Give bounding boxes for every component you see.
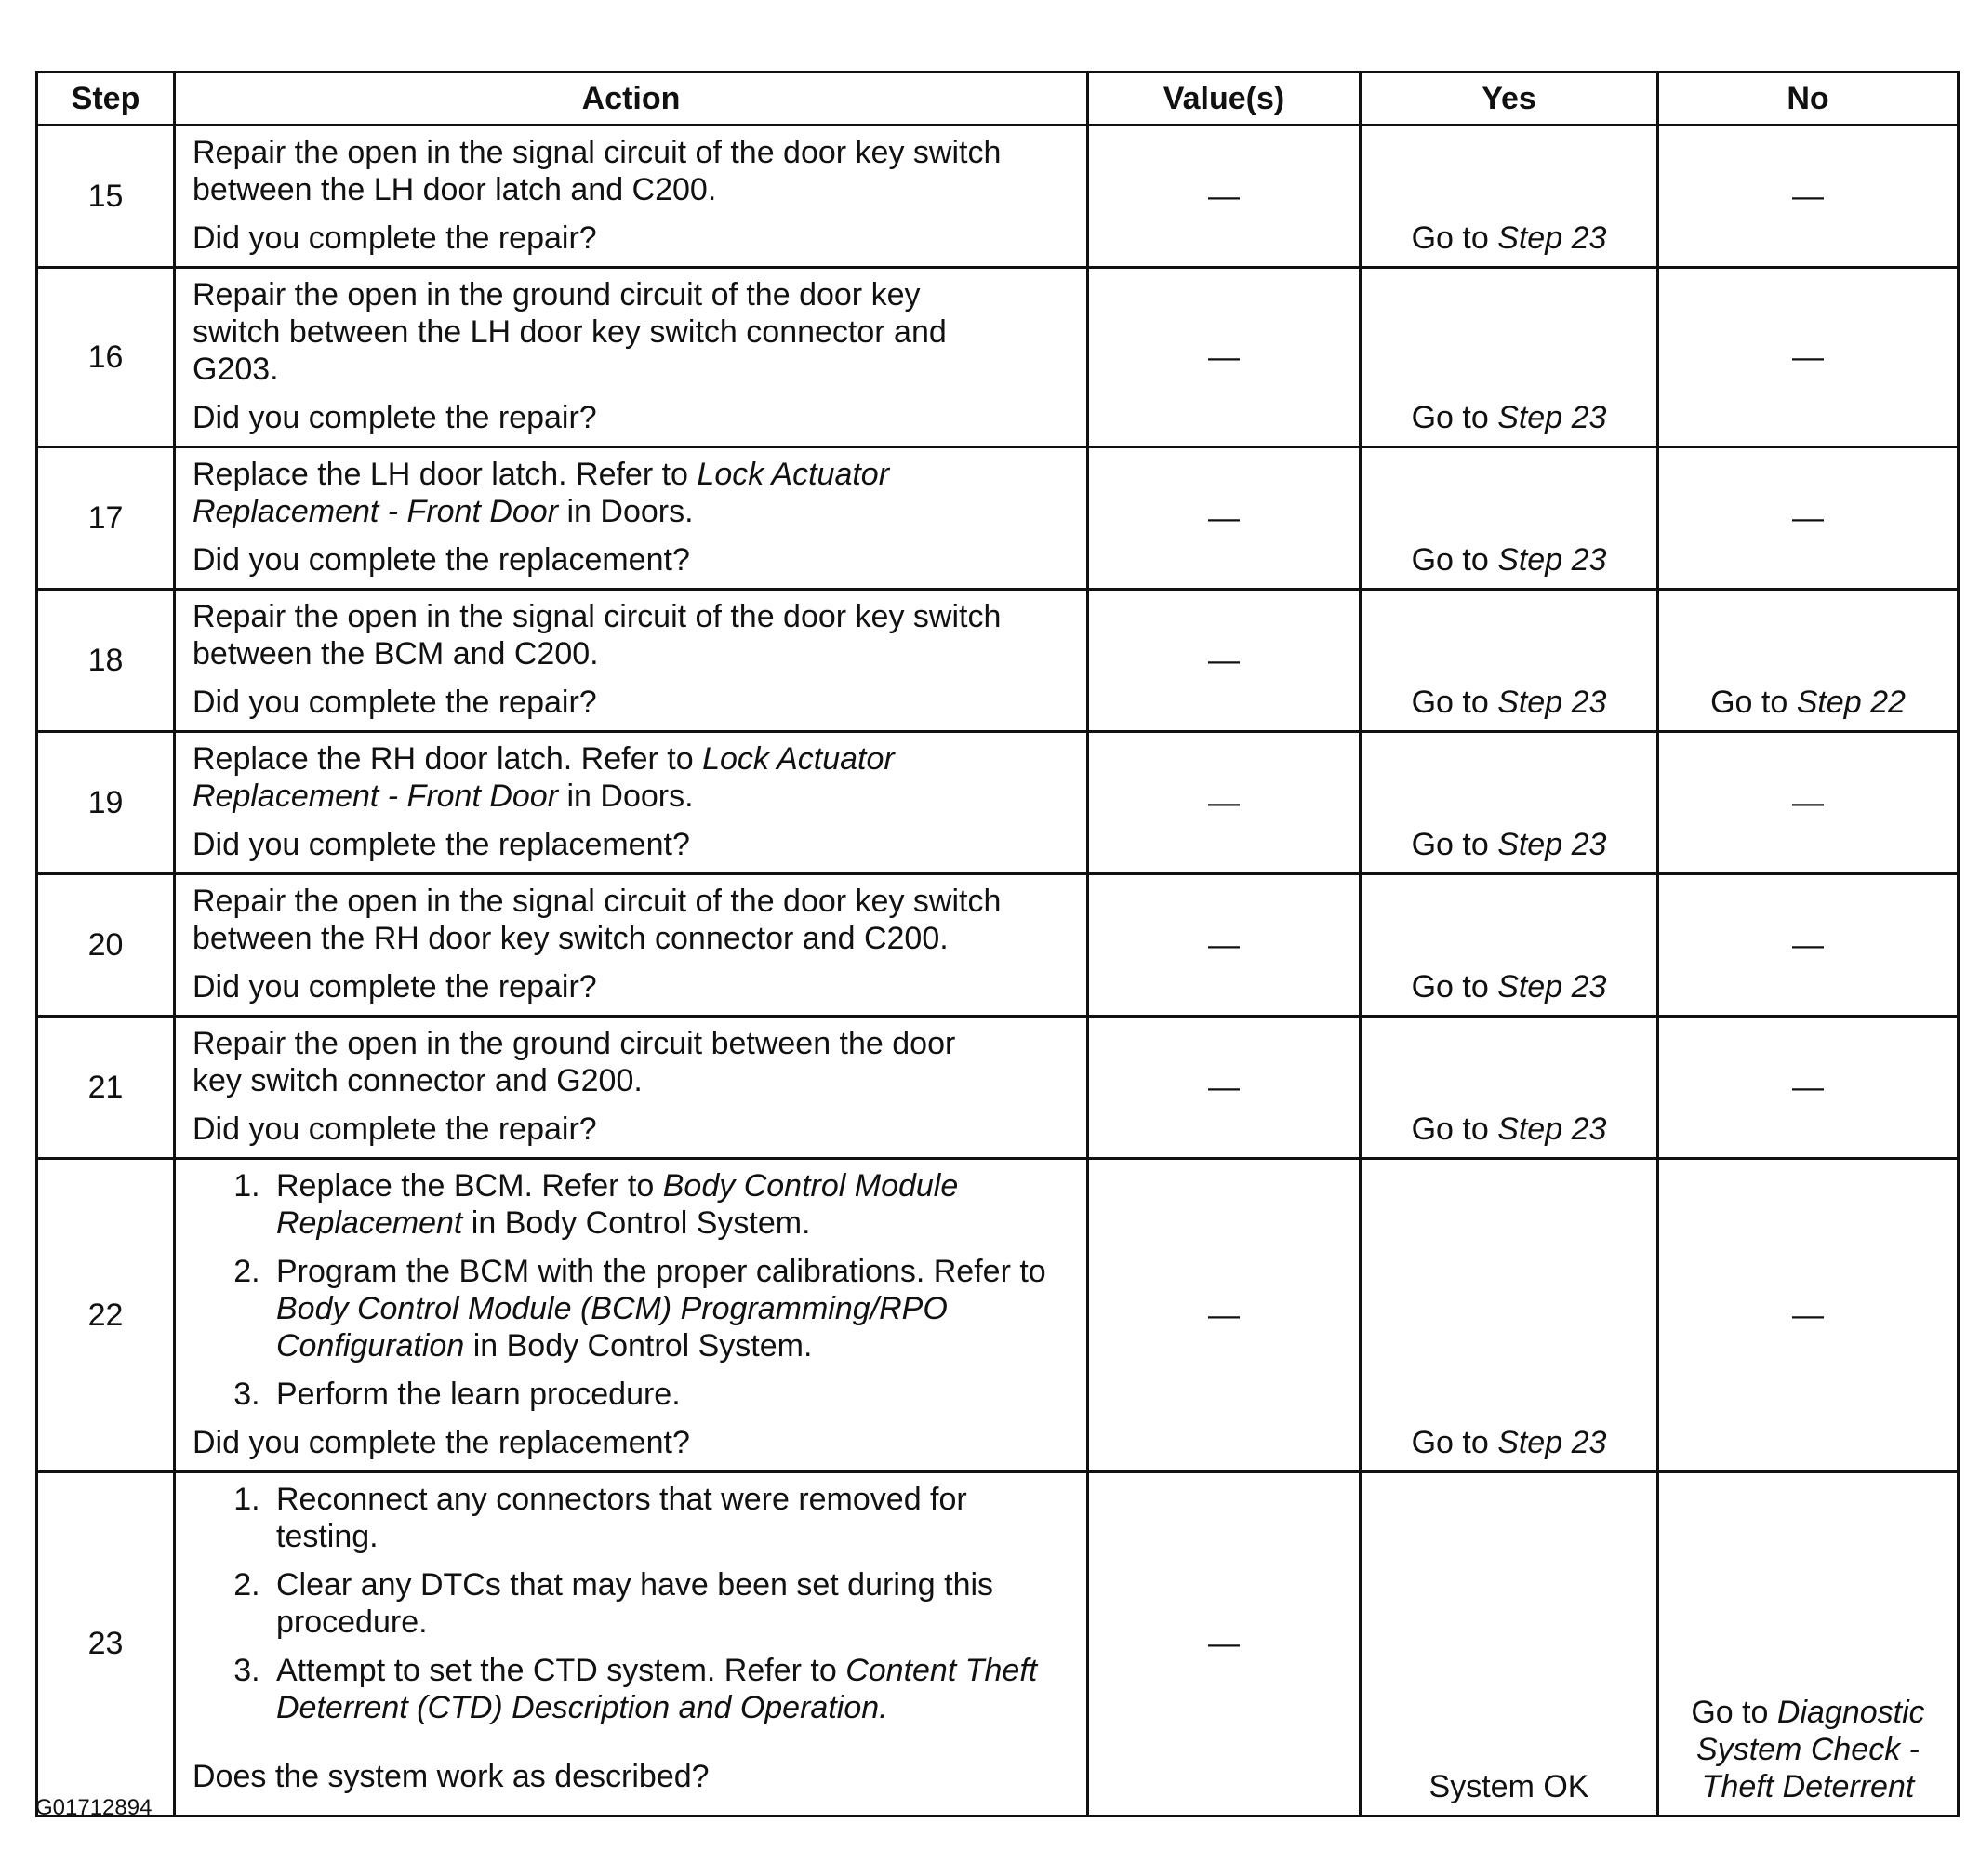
table-row — [37, 732, 1959, 874]
action-question: Did you complete the repair? — [193, 400, 597, 435]
yes-step-ref: Step 23 — [1497, 1111, 1607, 1147]
doc-reference: Body Control Module Replacement — [276, 1168, 959, 1241]
action-cell — [175, 874, 1088, 1017]
yes-prefix: Go to — [1411, 400, 1498, 435]
step-number: 23 — [37, 1472, 175, 1816]
list-item: 3. Perform the learn procedure. — [269, 1376, 1073, 1413]
action-cell — [175, 1017, 1088, 1159]
list-item: 1. Reconnect any connectors that were removed for testing. — [269, 1481, 1073, 1555]
no-cell: — — [1658, 732, 1959, 874]
table-row — [37, 268, 1959, 447]
action-cell — [175, 268, 1088, 447]
action-question: Did you complete the replacement? — [193, 542, 690, 578]
value-cell: — — [1088, 874, 1361, 1017]
table-row — [37, 1472, 1959, 1816]
action-question: Did you complete the repair? — [193, 685, 597, 720]
yes-prefix: Go to — [1411, 1111, 1498, 1147]
yes-step-ref: Step 23 — [1497, 685, 1607, 720]
value-cell: — — [1088, 732, 1361, 874]
list-item: 2. Program the BCM with the proper calibrations. Refer to Body Control Module (BCM) Programming/RPO Configuration in Body Control System. — [269, 1253, 1073, 1364]
yes-prefix: Go to — [1411, 542, 1498, 578]
value-cell: — — [1088, 268, 1361, 447]
no-cell — [1658, 590, 1959, 732]
step-number: 21 — [37, 1017, 175, 1159]
no-cell — [1658, 1472, 1959, 1816]
yes-cell — [1361, 268, 1658, 447]
action-text: Replace the RH door latch. Refer to Lock Actuator Replacement - Front Door in Doors. — [193, 741, 895, 814]
table-row — [37, 590, 1959, 732]
action-text: Repair the open in the signal circuit of the door key switch between the BCM and C200. — [193, 599, 1002, 672]
step-number: 19 — [37, 732, 175, 874]
doc-reference: Body Control Module (BCM) Programming/RPO Configuration — [276, 1291, 948, 1364]
no-prefix: Go to — [1710, 685, 1797, 720]
yes-step-ref: Step 23 — [1497, 220, 1607, 256]
table-row — [37, 126, 1959, 268]
yes-step-ref: Step 23 — [1497, 969, 1607, 1005]
table-row — [37, 874, 1959, 1017]
step-number: 22 — [37, 1159, 175, 1472]
yes-cell — [1361, 447, 1658, 590]
list-item: 2. Clear any DTCs that may have been set during this procedure. — [269, 1566, 1073, 1641]
yes-prefix: Go to — [1411, 969, 1498, 1005]
value-cell: — — [1088, 1159, 1361, 1472]
yes-prefix: Go to — [1411, 685, 1498, 720]
table-row — [37, 447, 1959, 590]
yes-cell — [1361, 732, 1658, 874]
no-doc-reference: Diagnostic System Check - Theft Deterrent — [1696, 1695, 1925, 1804]
yes-cell — [1361, 1159, 1658, 1472]
action-question: Did you complete the repair? — [193, 1111, 597, 1147]
figure-code: G01712894 — [35, 1795, 153, 1820]
value-cell: — — [1088, 1472, 1361, 1816]
yes-prefix: Go to — [1411, 827, 1498, 862]
diagnostic-table-wrapper — [35, 71, 1957, 1817]
table-row — [37, 1159, 1959, 1472]
table-header-row — [37, 73, 1959, 126]
action-cell — [175, 1159, 1088, 1472]
yes-cell — [1361, 1017, 1658, 1159]
value-cell: — — [1088, 590, 1361, 732]
yes-step-ref: Step 23 — [1497, 1425, 1607, 1460]
action-text: Replace the LH door latch. Refer to Lock Actuator Replacement - Front Door in Doors. — [193, 457, 890, 529]
doc-reference: Content Theft Deterrent (CTD) Description and Operation. — [276, 1653, 1038, 1725]
procedure-list — [193, 1167, 1073, 1413]
step-number: 17 — [37, 447, 175, 590]
action-cell — [175, 126, 1088, 268]
no-cell: — — [1658, 874, 1959, 1017]
value-cell: — — [1088, 1017, 1361, 1159]
yes-step-ref: Step 23 — [1497, 400, 1607, 435]
no-cell: — — [1658, 447, 1959, 590]
table-row — [37, 1017, 1959, 1159]
action-question: Did you complete the replacement? — [193, 1425, 690, 1460]
action-cell — [175, 732, 1088, 874]
yes-step-ref: Step 23 — [1497, 542, 1607, 578]
doc-reference: Lock Actuator Replacement - Front Door — [193, 457, 890, 529]
yes-prefix: Go to — [1411, 220, 1498, 256]
step-number: 20 — [37, 874, 175, 1017]
value-cell: — — [1088, 447, 1361, 590]
step-number: 18 — [37, 590, 175, 732]
action-text: Repair the open in the signal circuit of the door key switch between the RH door key switch connector and C200. — [193, 884, 1002, 956]
value-cell: — — [1088, 126, 1361, 268]
yes-cell — [1361, 874, 1658, 1017]
no-step-ref: Step 22 — [1796, 685, 1906, 720]
step-number: 16 — [37, 268, 175, 447]
action-question: Does the system work as described? — [193, 1759, 710, 1794]
action-text: Repair the open in the signal circuit of the door key switch between the LH door latch and C200. — [193, 135, 1002, 207]
header-no: No — [1658, 73, 1959, 126]
action-question: Did you complete the repair? — [193, 220, 597, 256]
yes-cell — [1361, 126, 1658, 268]
list-item: 3. Attempt to set the CTD system. Refer to Content Theft Deterrent (CTD) Description and Operation. — [269, 1652, 1073, 1726]
action-question: Did you complete the repair? — [193, 969, 597, 1005]
procedure-list — [193, 1481, 1073, 1726]
action-cell — [175, 1472, 1088, 1816]
action-cell — [175, 447, 1088, 590]
yes-prefix: Go to — [1411, 1425, 1498, 1460]
yes-step-ref: Step 23 — [1497, 827, 1607, 862]
no-cell: — — [1658, 268, 1959, 447]
yes-cell: System OK — [1361, 1472, 1658, 1816]
action-text: Repair the open in the ground circuit of the door key switch between the LH door key switch connector and G203. — [193, 277, 947, 387]
header-action: Action — [175, 73, 1088, 126]
action-text: Repair the open in the ground circuit between the door key switch connector and G200. — [193, 1026, 956, 1098]
action-cell — [175, 590, 1088, 732]
no-cell: — — [1658, 1159, 1959, 1472]
list-item: 1. Replace the BCM. Refer to Body Control Module Replacement in Body Control System. — [269, 1167, 1073, 1242]
no-cell: — — [1658, 1017, 1959, 1159]
header-step: Step — [37, 73, 175, 126]
header-yes: Yes — [1361, 73, 1658, 126]
step-number: 15 — [37, 126, 175, 268]
diagnostic-table — [35, 71, 1960, 1817]
header-values: Value(s) — [1088, 73, 1361, 126]
action-question: Did you complete the replacement? — [193, 827, 690, 862]
yes-cell — [1361, 590, 1658, 732]
doc-reference: Lock Actuator Replacement - Front Door — [193, 741, 895, 814]
no-prefix: Go to — [1691, 1695, 1777, 1730]
no-cell: — — [1658, 126, 1959, 268]
